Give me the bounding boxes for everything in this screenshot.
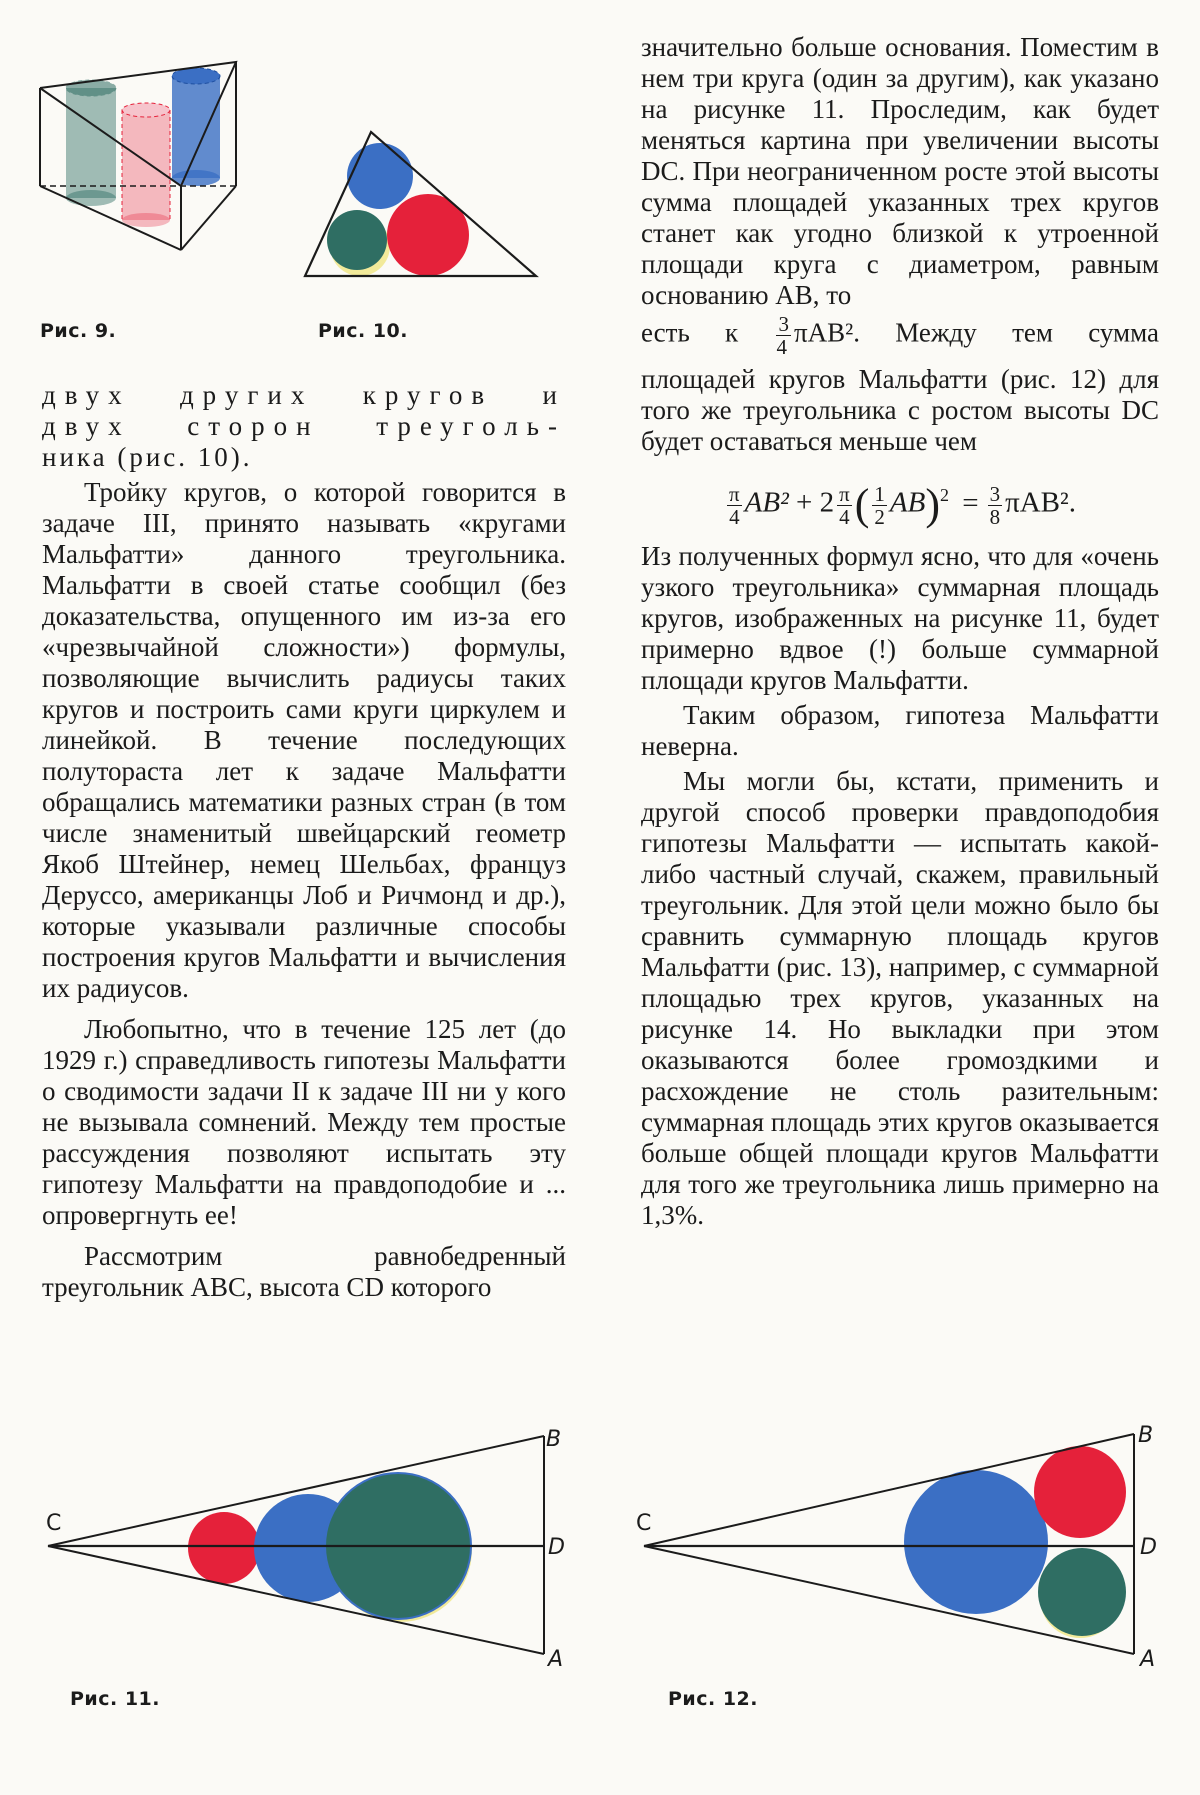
label-d: D	[548, 1535, 565, 1560]
figure-10-triangle	[300, 128, 545, 288]
left-para-3: Любопытно, что в течение 125 лет (до 1929 г.) справедливость гипотезы Мальфатти о сводимости задачи II к задаче III ни у кого не вызывала сомнений. Между тем простые рассуждения позволяют испытать эту гипотезу Мальфатти на правдоподобие и ... опровергнуть ее!	[42, 1014, 566, 1230]
blue-circle	[904, 1470, 1048, 1614]
label-c: C	[636, 1511, 652, 1536]
right-para-3: Таким образом, гипотеза Мальфатти неверна.	[641, 700, 1159, 761]
blue-circle	[347, 143, 413, 209]
eq-ab: AB	[889, 486, 926, 519]
right-para-2: Из полученных формул ясно, что для «очень узкого треугольника» суммарная площадь кругов, изображенных на рисунке 11, будет примерно вдвое (!) больше суммарной площади кругов Мальфатти.	[641, 541, 1159, 695]
eq-square: 2	[939, 485, 949, 505]
eq-open-paren: (	[854, 480, 870, 529]
formula-tail: πAB². Между тем сумма	[793, 317, 1160, 348]
left-para-2: Тройку кругов, о которой говорится в задаче III, принято называть «кругами Мальфатти» данного треугольника. Мальфатти в своей статье сообщил (без доказательства, опущенного им из-за его «чрезвычайной сложности») формулы, позволяющие вычислить радиусы таких кругов и построить сами круги циркулем и линейкой. В течение последующих полутораста лет к задаче Мальфатти обращались математики разных стран (в том числе знаменитый швейцарский геометр Якоб Штейнер, немец Шельбах, француз Деруссо, американцы Лоб и Ричмонд и др.), которые указывали различные способы построения кругов Мальфатти и вычисления их радиусов.	[42, 477, 566, 1003]
left-para-1-line-3: ника (рис. 10).	[42, 442, 253, 472]
teal-cylinder	[66, 80, 116, 206]
display-equation	[641, 465, 1159, 535]
label-b: B	[546, 1427, 562, 1452]
formula-lead: есть к	[641, 317, 739, 348]
left-para-1-line-1: двух других кругов и	[42, 380, 566, 410]
eq-plus-two: + 2	[796, 486, 835, 519]
figure-12-malfatti-circles	[630, 1420, 1170, 1670]
red-circle	[1034, 1446, 1126, 1538]
caption-fig9: Рис. 9.	[40, 320, 117, 342]
teal-circle	[327, 210, 387, 270]
left-column	[42, 380, 566, 1303]
right-para-1: значительно больше основания. Поместим в нем три круга (один за другим), как указано на рисунке 11. Проследим, как будет меняться картина при увеличении высоты DC. При неограниченном росте этой высоты сумма площадей указанных трех кругов станет как угодно близкой к утроенной площади круга с диаметром, равным основанию AB, то	[641, 32, 1159, 310]
label-c: C	[46, 1511, 62, 1536]
label-a: A	[548, 1647, 564, 1670]
label-a: A	[1140, 1647, 1156, 1670]
caption-fig10: Рис. 10.	[318, 320, 408, 342]
eq-result: πAB².	[1005, 486, 1076, 519]
red-circle	[188, 1512, 260, 1584]
blue-cylinder	[172, 68, 220, 186]
caption-fig11: Рис. 11.	[70, 1688, 160, 1710]
eq-frac-3-8: $\frac{3}{8}$	[989, 481, 1001, 529]
figure-9-prism	[36, 58, 276, 258]
fraction-three-quarters: $\frac{3}{4}$	[776, 312, 789, 359]
right-para-4: Мы могли бы, кстати, применить и другой способ проверки правдоподобия гипотезы Мальфатти — испытать какой-либо частный случай, скажем, правильный треугольник. Для этой цели можно было бы сравнить суммарную площадь кругов Мальфатти (рис. 13), например, с суммарной площадью трех кругов, указанных на рисунке 14. Но выкладки при этом оказываются более громоздкими и расхождение не столь разительным: суммарная площадь этих кругов оказывается больше общей площади кругов Мальфатти для того же треугольника лишь примерно на 1,3%.	[641, 766, 1159, 1230]
figure-11-narrow-triangle	[36, 1420, 576, 1670]
triangle-outline	[48, 1436, 544, 1654]
eq-close-paren: )	[925, 480, 940, 529]
right-para-1-formula-line	[641, 313, 1159, 358]
red-cylinder	[122, 103, 170, 227]
left-para-1-line-2: двух сторон треуголь-	[42, 411, 566, 441]
caption-fig12: Рис. 12.	[668, 1688, 758, 1710]
left-para-4: Рассмотрим равнобедренный треугольник ABC, высота CD которого	[42, 1241, 566, 1302]
eq-equals: =	[962, 486, 979, 519]
right-column	[641, 32, 1159, 1231]
right-para-1-continued: площадей кругов Мальфатти (рис. 12) для того же треугольника с ростом высоты DC будет оставаться меньше чем	[641, 364, 1159, 456]
label-b: B	[1138, 1423, 1154, 1448]
eq-frac-pi-4-b: $\frac{\pi}{4}$	[839, 481, 850, 529]
eq-frac-pi-4-a: $\frac{\pi}{4}$	[729, 481, 740, 529]
eq-ab2-a: AB²	[744, 486, 789, 519]
teal-circle	[1038, 1548, 1126, 1636]
label-d: D	[1140, 1535, 1157, 1560]
eq-frac-1-2: $\frac{1}{2}$	[874, 481, 885, 529]
